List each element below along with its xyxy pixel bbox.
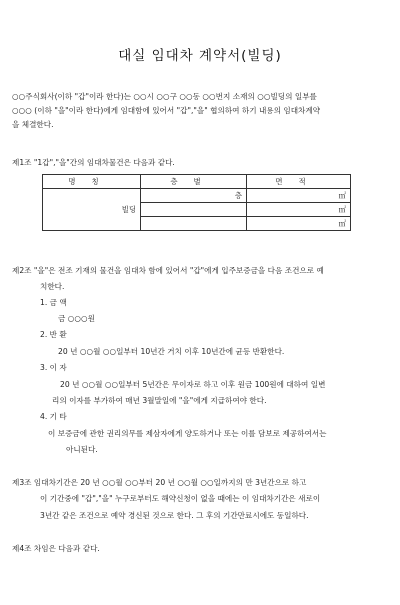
item-2-heading: 2. 반 환 [40, 330, 67, 339]
article-3-line-3: 3년간 같은 조건으로 예약 경신된 것으로 한다. 그 후의 기간만료시에도 동일하다. [40, 511, 309, 520]
article-4: 제4조 차임은 다음과 같다. [12, 544, 100, 553]
item-4-heading: 4. 기 타 [40, 412, 67, 421]
floor-cell [141, 217, 247, 231]
item-3-body-1: 20 년 ○○월 ○○일부터 5년간은 무이자로 하고 이후 원금 100원에 대하여 일변 [60, 380, 326, 389]
intro-line-2: ○○○ (이하 "을"이라 한다)에게 임대함에 있어서 "갑","을" 협의하여 하기 내용의 임대차계약 [12, 106, 321, 115]
article-3-line-2: 이 기간중에 "갑","을" 누구로부터도 해약신청이 없을 때에는 이 임대차기간은 새로이 [40, 494, 321, 503]
floor-cell: 층 [141, 189, 247, 203]
item-3-body-2: 리의 이자를 부가하여 매년 3월말일에 "을"에게 지급하여야 한다. [52, 396, 267, 405]
building-name-cell: 빌딩 [43, 189, 141, 231]
lease-property-table [42, 174, 351, 231]
header-name: 명칭 [43, 175, 141, 189]
area-cell: ㎡ [247, 217, 351, 231]
floor-cell [141, 203, 247, 217]
article-1: 제1조 "1갑","을"간의 임대차물건은 다음과 같다. [12, 158, 175, 167]
area-cell: ㎡ [247, 189, 351, 203]
table-row [43, 189, 351, 203]
item-3-heading: 3. 이 자 [40, 363, 67, 372]
item-4-body-2: 아니된다. [66, 445, 98, 454]
intro-line-3: 을 체결한다. [12, 120, 54, 129]
article-2-line-1: 제2조 "을"은 전조 기재의 물건을 임대차 함에 있어서 "갑"에게 입주보증금을 다음 조건으로 예 [12, 266, 324, 275]
document-title: 대실 임대차 계약서(빌딩) [118, 48, 282, 64]
header-area: 면적 [247, 175, 351, 189]
article-3-line-1: 제3조 임대차기간은 20 년 ○○월 ○○부터 20 년 ○○월 ○○일까지의 만 3년간으로 하고 [12, 478, 307, 487]
table-header-row [43, 175, 351, 189]
item-1-body: 금 ○○○원 [58, 314, 95, 323]
article-2-line-2: 치한다. [40, 282, 65, 291]
item-1-heading: 1. 금 액 [40, 298, 67, 307]
item-2-body: 20 년 ○○월 ○○일부터 10년간 거치 이후 10년간에 균등 반환한다. [58, 347, 285, 356]
header-floor: 층별 [141, 175, 247, 189]
item-4-body-1: 이 보증금에 관한 권리의무를 제삼자에게 양도하거나 또는 이를 담보로 제공하여서는 [48, 429, 327, 438]
area-cell: ㎡ [247, 203, 351, 217]
intro-line-1: ○○주식회사(이하 "갑"이라 한다)는 ○○시 ○○구 ○○동 ○○번지 소재의 ○○빌딩의 일부를 [12, 92, 317, 101]
